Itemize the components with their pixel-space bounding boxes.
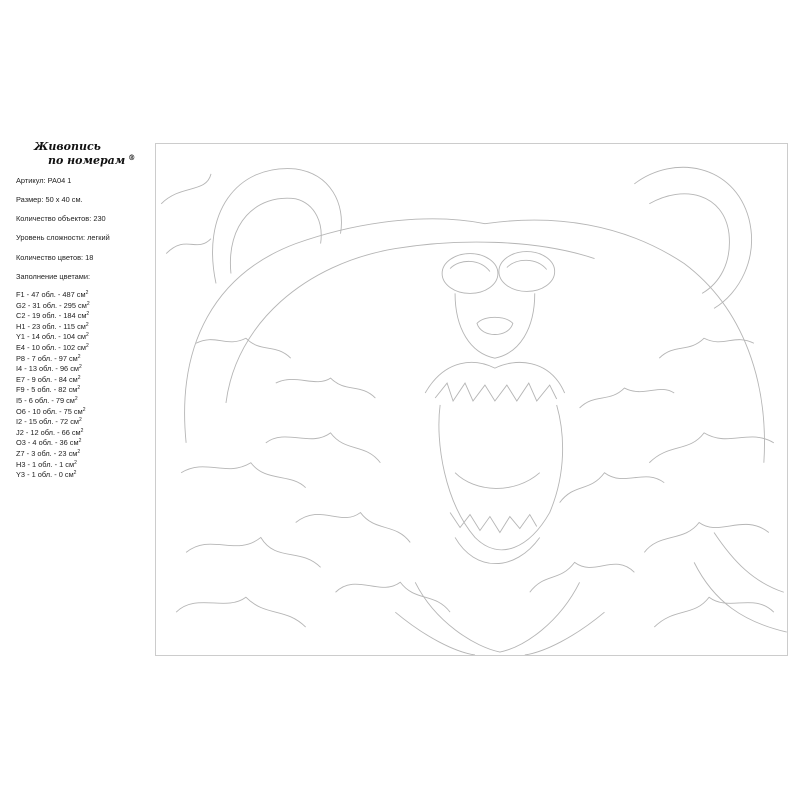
fill-item: P8 - 7 обл. - 97 $см^2$ [16,353,81,363]
coloring-canvas [155,143,788,656]
fill-item: E7 - 9 обл. - 84 $см^2$ [16,374,81,384]
fill-item: Y1 - 14 обл. - 104 $см^2$ [16,332,89,342]
fill-item: J2 - 12 обл. - 66 $см^2$ [16,427,84,437]
fill-item: G2 - 31 обл. - 295 $см^2$ [16,300,90,310]
brand-title-line1: Живопись [34,140,101,153]
fill-item: I4 - 13 обл. - 96 $см^2$ [16,364,82,374]
fill-item: O6 - 10 обл. - 75 $см^2$ [16,406,86,416]
fill-item: H3 - 1 обл. - 1 $см^2$ [16,459,77,469]
registered-mark: ® [128,152,136,162]
fill-item: Y3 - 1 обл. - 0 $см^2$ [16,470,77,480]
fills-label: Заполнение цветами: [16,271,91,281]
size-text: Размер: 50 х 40 см. [16,194,83,204]
article-text: Артикул: PA04 1 [16,175,72,185]
fill-item: H1 - 23 обл. - 115 $см^2$ [16,321,89,331]
fill-item: C2 - 19 обл. - 184 $см^2$ [16,311,90,321]
brand-title-line2: по номерам [48,153,126,167]
fill-item: F9 - 5 обл. - 82 $см^2$ [16,385,81,395]
info-panel [16,140,151,480]
fill-item: I2 - 15 обл. - 72 $см^2$ [16,417,82,427]
colors-text: Количество цветов: 18 [16,252,94,262]
meta-block [16,176,151,262]
fill-item: E4 - 10 обл. - 102 $см^2$ [16,342,89,352]
brand-title [34,140,151,168]
bear-outline-drawing [156,144,787,655]
difficulty-text: Уровень сложности: легкий [16,233,110,243]
fill-item: F1 - 47 обл. - 487 $см^2$ [16,290,89,299]
fill-item: Z7 - 3 обл. - 23 $см^2$ [16,448,81,458]
objects-text: Количество объектов: 230 [16,214,106,223]
fill-item: I5 - 6 обл. - 79 $см^2$ [16,395,78,405]
fill-item: O3 - 4 обл. - 36 $см^2$ [16,438,82,448]
fills-list [16,289,151,480]
brand-title-line2-wrap [48,154,151,168]
